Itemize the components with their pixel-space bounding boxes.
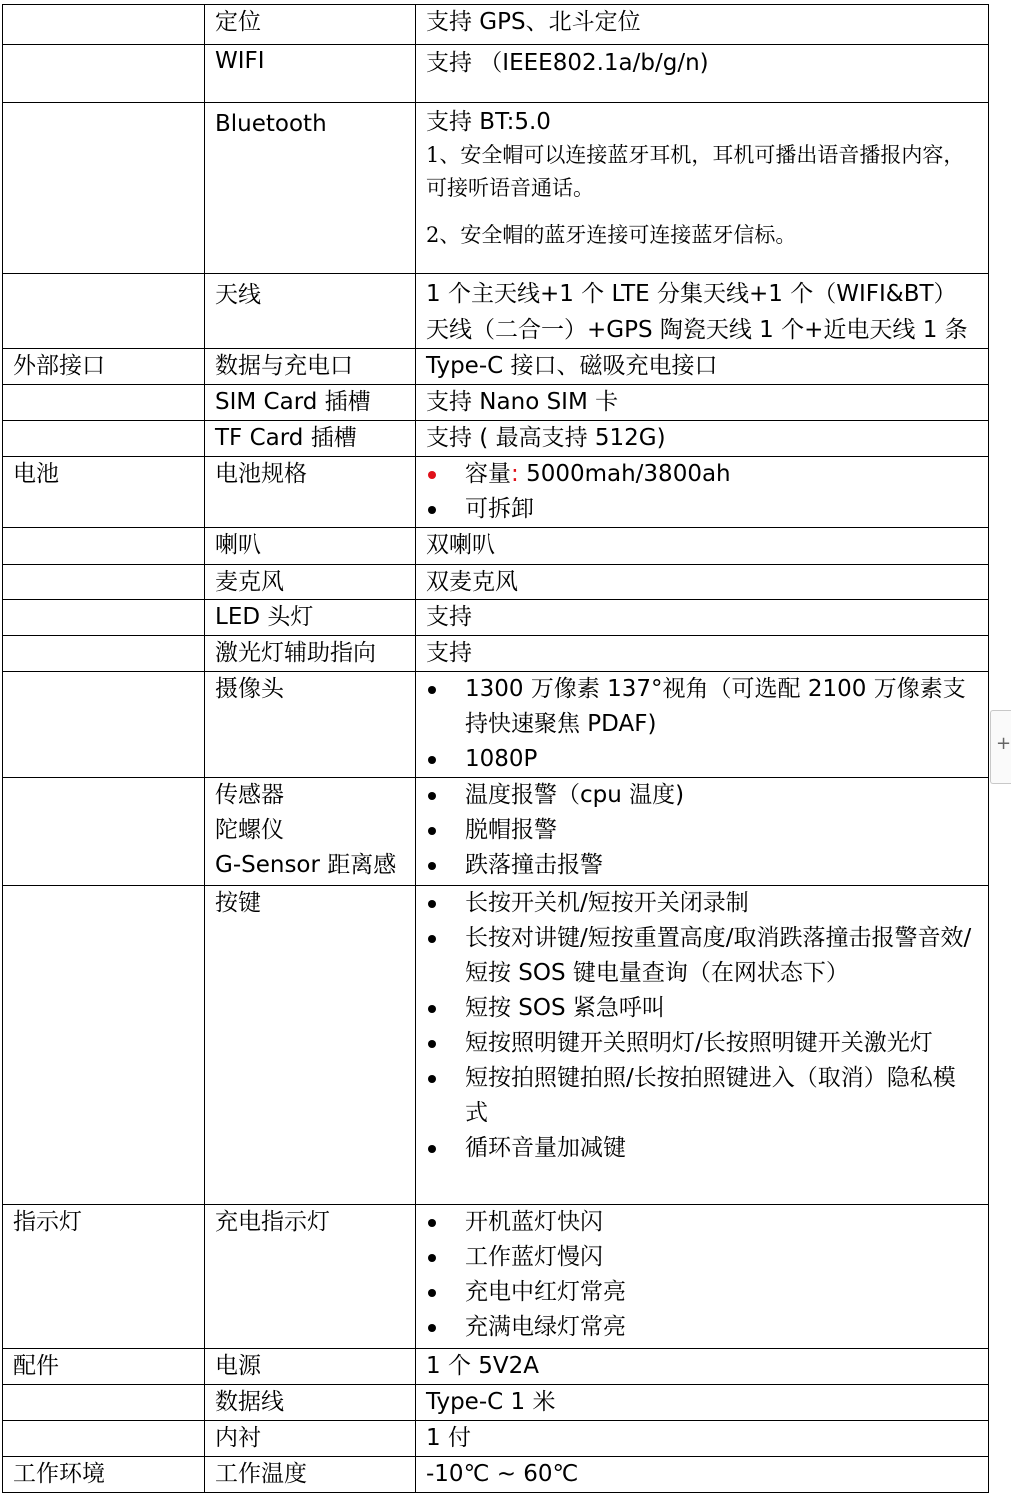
item-cell: 按键 [205, 886, 416, 1205]
list-item: 充电中红灯常亮 [426, 1275, 978, 1310]
item-cell: Bluetooth [205, 103, 416, 274]
bullet-dot [428, 471, 436, 479]
battery-bullets [426, 457, 978, 527]
item-cell: 数据线 [205, 1385, 416, 1421]
sensor-line: 传感器 [215, 782, 284, 808]
value-cell: Type-C 接口、磁吸充电接口 [416, 349, 989, 385]
item-cell: 摄像头 [205, 672, 416, 778]
bullet-dot [428, 506, 436, 514]
camera-bullets [426, 672, 978, 777]
table-row [3, 1457, 989, 1493]
item-cell: 电池规格 [205, 457, 416, 528]
bullet-dot [428, 1040, 436, 1048]
bluetooth-desc-2: 2、安全帽的蓝牙连接可连接蓝牙信标。 [426, 223, 797, 247]
bullet-dot [428, 1254, 436, 1262]
value-cell: -10℃ ~ 60℃ [416, 1457, 989, 1493]
item-cell: 天线 [205, 274, 416, 349]
item-cell: 麦克风 [205, 565, 416, 600]
category-cell [3, 600, 205, 636]
list-item: 可拆卸 [426, 492, 978, 527]
item-cell: TF Card 插槽 [205, 421, 416, 457]
list-item: 长按开关机/短按开关闭录制 [426, 886, 978, 921]
category-cell [3, 1421, 205, 1457]
value-cell [416, 103, 989, 274]
table-row [3, 45, 989, 103]
table-row [3, 600, 989, 636]
bullet-dot [428, 686, 436, 694]
category-cell [3, 385, 205, 421]
bullet-dot [428, 1005, 436, 1013]
table-row [3, 5, 989, 45]
table-row [3, 886, 989, 1205]
list-item: 1300 万像素 137°视角（可选配 2100 万像素支持快速聚焦 PDAF) [426, 672, 978, 742]
list-item: 短按 SOS 紧急呼叫 [426, 991, 978, 1026]
bullet-dot [428, 1075, 436, 1083]
category-cell: 指示灯 [3, 1205, 205, 1349]
key-bullets [426, 886, 978, 1166]
value-cell: 支持 （IEEE802.1a/b/g/n) [416, 45, 989, 103]
category-cell [3, 886, 205, 1205]
list-item: 长按对讲键/短按重置高度/取消跌落撞击报警音效/短按 SOS 键电量查询（在网状态下） [426, 921, 978, 991]
table-row [3, 457, 989, 528]
list-item: 短按拍照键拍照/长按拍照键进入（取消）隐私模式 [426, 1061, 978, 1131]
bullet-dot [428, 1324, 436, 1332]
value-cell: 支持 [416, 636, 989, 672]
table-row [3, 1421, 989, 1457]
value-cell: 双麦克风 [416, 565, 989, 600]
table-row [3, 421, 989, 457]
list-item: 容量: 5000mah/3800ah [426, 457, 978, 492]
spec-table [2, 4, 989, 1493]
item-cell: 数据与充电口 [205, 349, 416, 385]
category-cell [3, 421, 205, 457]
category-cell: 外部接口 [3, 349, 205, 385]
category-cell: 工作环境 [3, 1457, 205, 1493]
value-cell: 支持 GPS、北斗定位 [416, 5, 989, 45]
bluetooth-support: 支持 BT:5.0 [426, 109, 551, 135]
side-expand-tab[interactable] [990, 710, 1011, 784]
bullet-dot [428, 792, 436, 800]
item-cell: 定位 [205, 5, 416, 45]
category-cell [3, 672, 205, 778]
table-row [3, 1349, 989, 1385]
table-row [3, 565, 989, 600]
category-cell [3, 636, 205, 672]
item-cell: 工作温度 [205, 1457, 416, 1493]
table-row [3, 636, 989, 672]
table-row [3, 1205, 989, 1349]
item-cell: LED 头灯 [205, 600, 416, 636]
category-cell [3, 1385, 205, 1421]
bluetooth-desc-1: 1、安全帽可以连接蓝牙耳机，耳机可播出语音播报内容，可接听语音通话。 [426, 143, 965, 200]
table-row [3, 349, 989, 385]
category-cell [3, 778, 205, 886]
bullet-dot [428, 756, 436, 764]
value-cell: 1 个 5V2A [416, 1349, 989, 1385]
value-cell: 双喇叭 [416, 528, 989, 565]
item-cell: SIM Card 插槽 [205, 385, 416, 421]
category-cell: 配件 [3, 1349, 205, 1385]
bullet-dot [428, 1219, 436, 1227]
value-cell: Type-C 1 米 [416, 1385, 989, 1421]
category-cell [3, 45, 205, 103]
bullet-dot [428, 935, 436, 943]
list-item: 充满电绿灯常亮 [426, 1310, 978, 1345]
item-cell: 内衬 [205, 1421, 416, 1457]
value-cell: 1 付 [416, 1421, 989, 1457]
category-cell [3, 528, 205, 565]
table-row [3, 528, 989, 565]
list-item: 循环音量加减键 [426, 1131, 978, 1166]
value-cell [416, 778, 989, 886]
value-cell [416, 457, 989, 528]
list-item: 工作蓝灯慢闪 [426, 1240, 978, 1275]
list-item: 短按照明键开关照明灯/长按照明键开关激光灯 [426, 1026, 978, 1061]
gsensor-line: G-Sensor 距离感 [215, 852, 397, 878]
value-cell [416, 1205, 989, 1349]
plus-icon: + [996, 733, 1011, 754]
category-cell [3, 103, 205, 274]
table-row [3, 274, 989, 349]
item-cell: WIFI [205, 45, 416, 103]
item-cell: 激光灯辅助指向 [205, 636, 416, 672]
bullet-dot [428, 827, 436, 835]
category-cell [3, 565, 205, 600]
table-row [3, 1385, 989, 1421]
list-item: 跌落撞击报警 [426, 848, 978, 883]
list-item: 1080P [426, 742, 978, 777]
table-row [3, 103, 989, 274]
bullet-dot [428, 862, 436, 870]
value-cell: 1 个主天线+1 个 LTE 分集天线+1 个（WIFI&BT）天线（二合一）+GPS 陶瓷天线 1 个+近电天线 1 条 [416, 274, 989, 349]
value-cell: 支持 ( 最高支持 512G) [416, 421, 989, 457]
indicator-bullets [426, 1205, 978, 1345]
bullet-dot [428, 1289, 436, 1297]
value-cell: 支持 Nano SIM 卡 [416, 385, 989, 421]
table-row [3, 385, 989, 421]
list-item: 温度报警（cpu 温度) [426, 778, 978, 813]
category-cell [3, 5, 205, 45]
table-row [3, 672, 989, 778]
category-cell [3, 274, 205, 349]
value-cell [416, 672, 989, 778]
table-row [3, 778, 989, 886]
capacity-value: 5000mah/3800ah [526, 461, 731, 487]
item-cell [205, 778, 416, 886]
item-cell: 电源 [205, 1349, 416, 1385]
bullet-dot [428, 900, 436, 908]
gyro-line: 陀螺仪 [215, 817, 284, 843]
item-cell: 喇叭 [205, 528, 416, 565]
sensor-bullets [426, 778, 978, 883]
value-cell [416, 886, 989, 1205]
category-cell: 电池 [3, 457, 205, 528]
item-cell: 充电指示灯 [205, 1205, 416, 1349]
list-item: 脱帽报警 [426, 813, 978, 848]
bullet-dot [428, 1145, 436, 1153]
list-item: 开机蓝灯快闪 [426, 1205, 978, 1240]
value-cell: 支持 [416, 600, 989, 636]
capacity-label: 容量 [465, 461, 511, 487]
